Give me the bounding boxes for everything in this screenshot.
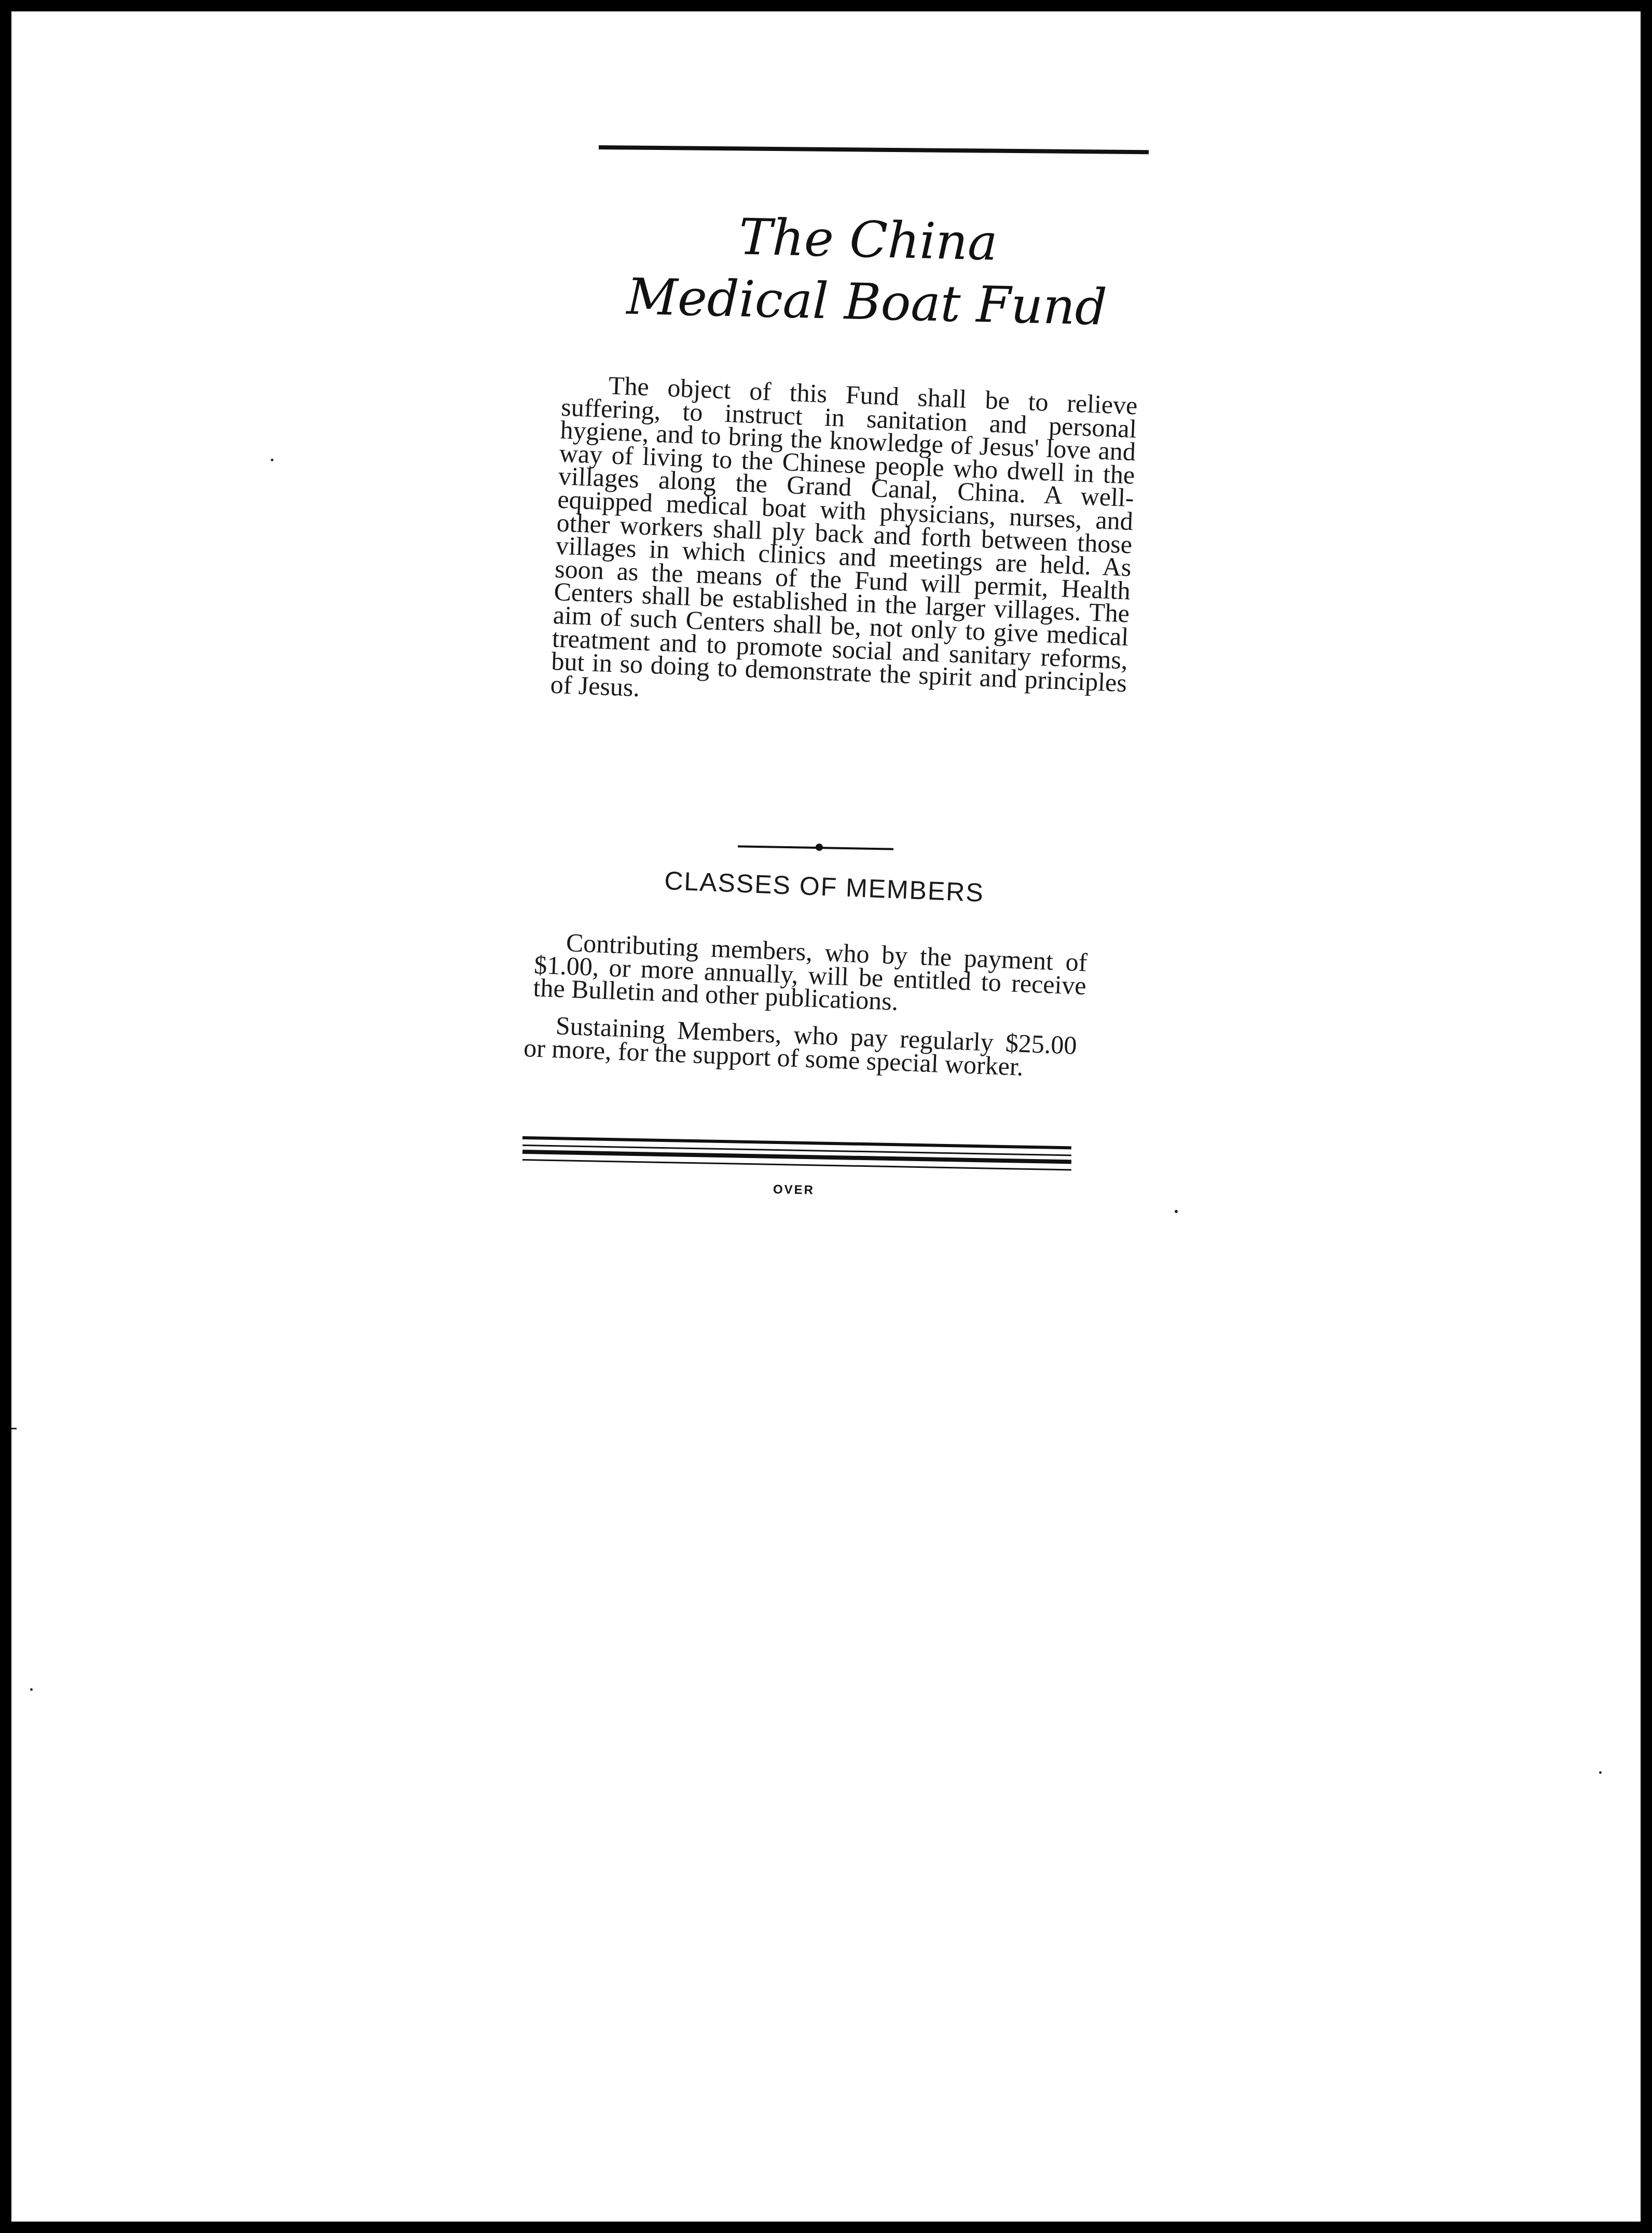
contributing-members-paragraph: Contributing members, who by the payment of $1.00, or more annually, will be entitled to receive the Bulletin and other publications. — [532, 928, 1088, 1016]
over-label: OVER — [773, 1182, 815, 1197]
scan-speck — [1599, 1771, 1602, 1774]
fund-object-paragraph: The object of this Fund shall be to relieve suffering, to instruct in sanitation and personal hygiene, and to bring the knowledge of Jesus' love and way of living to the Chinese people who dwell in the villages along the Grand Canal, China. A well-equipped medical boat with physicians, nurses, and other workers shall ply back and forth between those villages in which clinics and meetings are held. As soon as the means of the Fund will permit, Health Centers shall be established in the larger villages. The aim of such Centers shall be, not only to give medical treatment and to promote social and sanitary reforms, but in so doing to demonstrate the spirit and principles of Jesus. — [549, 370, 1138, 702]
scan-speck — [30, 1688, 33, 1691]
scanned-page — [11, 11, 1641, 2222]
title-line-2: Medical Boat Fund — [626, 267, 1108, 337]
divider-ornament — [816, 844, 823, 851]
scan-speck — [271, 459, 273, 461]
scan-speck — [1175, 1210, 1178, 1213]
scan-speck — [11, 1428, 17, 1429]
document-title — [607, 203, 1128, 339]
members-heading: CLASSES OF MEMBERS — [664, 866, 985, 907]
top-rule — [599, 145, 1149, 154]
title-line-1: The China — [738, 208, 998, 272]
sustaining-members-paragraph: Sustaining Members, who pay regularly $25.00 or more, for the support of some special worker. — [523, 1011, 1078, 1081]
